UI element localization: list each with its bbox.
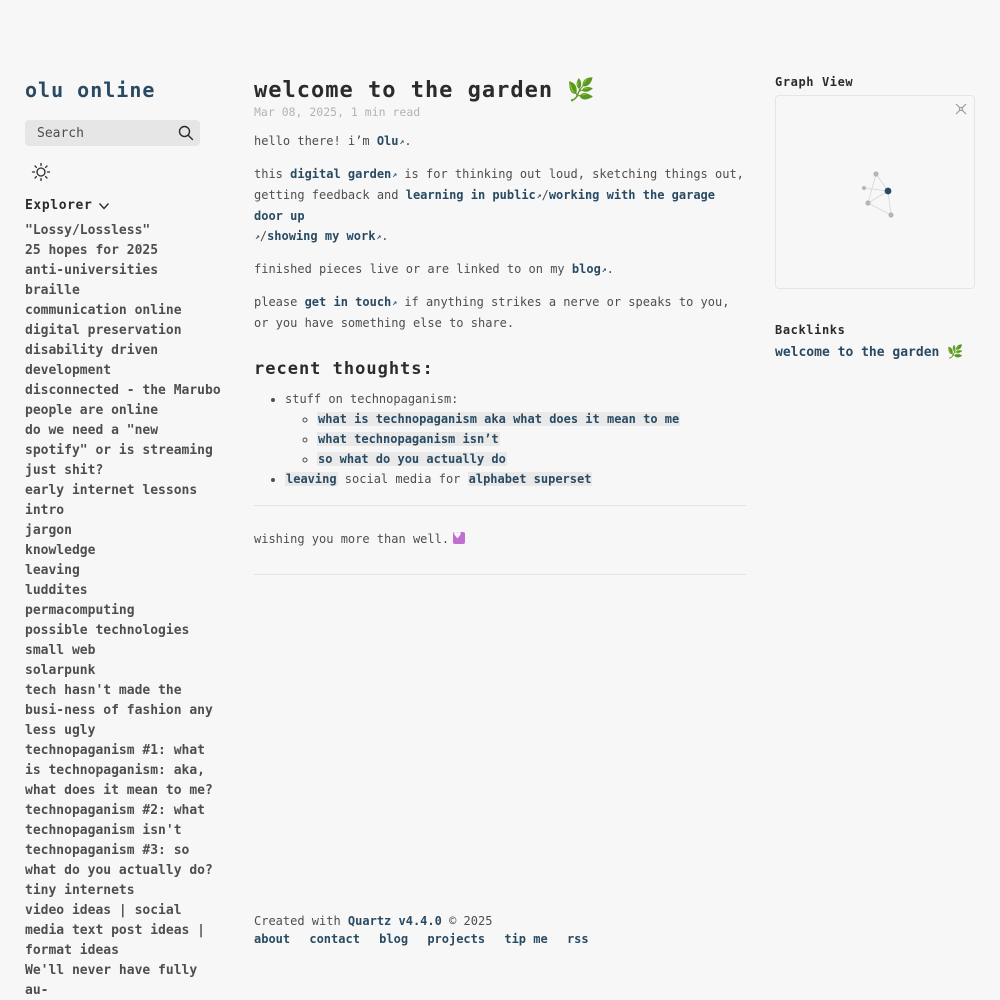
garden-paragraph [254, 164, 746, 247]
created-with [254, 912, 601, 930]
sun-icon [31, 162, 51, 182]
graph-node [888, 212, 893, 217]
backlink-item[interactable]: welcome to the garden 🌿 [775, 345, 964, 360]
intro-paragraph [254, 131, 746, 152]
explorer-item[interactable]: tech hasn't made the busi-ness of fashion any less ugly [25, 683, 213, 738]
text: . [606, 262, 614, 276]
blog-paragraph [254, 259, 746, 280]
explorer-item[interactable]: knowledge [25, 543, 96, 558]
footer [254, 912, 601, 948]
text: this [254, 167, 291, 181]
heart-icon [453, 532, 465, 544]
right-sidebar [775, 75, 975, 360]
search-button[interactable] [25, 120, 200, 146]
text: please [254, 295, 305, 309]
blog-link[interactable] [572, 262, 607, 276]
text: . [404, 134, 412, 148]
internal-link[interactable]: what is technopaganism aka what does it mean to me [318, 412, 680, 426]
explorer-item[interactable]: intro [25, 503, 65, 518]
list-item [317, 429, 746, 449]
graph-node [873, 171, 878, 176]
text: © 2025 [441, 914, 493, 928]
list-item [285, 389, 746, 469]
explorer-item[interactable]: permacomputing [25, 603, 135, 618]
explorer-item[interactable]: disconnected - the Marubo people are online [25, 383, 221, 418]
footer-links [254, 930, 601, 948]
explorer-list [25, 221, 225, 1000]
list-item [317, 449, 746, 469]
showing-my-work-link[interactable] [267, 229, 381, 243]
footer-link-tip-me[interactable]: tip me [504, 932, 548, 946]
external-link-icon: ↗ [255, 232, 260, 241]
explorer-item[interactable]: technopaganism #2: what technopaganism isn't [25, 803, 206, 838]
explorer-item[interactable]: disability driven development [25, 343, 159, 378]
theme-toggle-button[interactable] [31, 162, 53, 184]
graph-node-current [885, 188, 892, 195]
text: if anything strikes a nerve or speaks to you, or you have something else to share. [254, 295, 730, 330]
explorer-item[interactable]: braille [25, 283, 80, 298]
graph-canvas [776, 96, 974, 288]
explorer-item[interactable]: luddites [25, 583, 88, 598]
explorer-item[interactable]: leaving [25, 563, 80, 578]
link-text: showing my work [267, 229, 376, 243]
explorer-item[interactable]: early internet lessons [25, 483, 198, 498]
external-link-icon: ↗ [601, 265, 607, 274]
explorer-item[interactable]: do we need a "new spotify" or is streaming just shit? [25, 423, 213, 478]
text: wishing you more than well. [254, 532, 450, 546]
explorer-item[interactable]: solarpunk [25, 663, 96, 678]
link-text: digital garden [290, 167, 392, 181]
footer-link-blog[interactable]: blog [379, 932, 409, 946]
recent-thoughts-heading: recent thoughts: [254, 359, 434, 379]
page-meta: Mar 08, 2025, 1 min read [254, 105, 421, 119]
text: / [259, 229, 268, 243]
footer-link-projects[interactable]: projects [427, 932, 486, 946]
explorer-item[interactable]: technopaganism #1: what is technopaganism: aka, what does it mean to me? [25, 743, 213, 798]
text: hello there! i’m [254, 134, 377, 148]
contact-paragraph [254, 292, 746, 333]
explorer-item[interactable]: communication online [25, 303, 182, 318]
link-text: learning in public [405, 188, 536, 202]
page-title: welcome to the garden 🌿 [254, 78, 596, 103]
text: social media for [337, 472, 468, 486]
learning-in-public-link[interactable] [406, 188, 542, 202]
explorer-item[interactable]: video ideas | social media text post ideas | format ideas [25, 903, 206, 958]
explorer-item[interactable]: small web [25, 643, 96, 658]
footer-link-rss[interactable]: rss [566, 932, 589, 946]
digital-garden-link[interactable] [290, 167, 397, 181]
explorer-item[interactable]: technopaganism #3: so what do you actually do? [25, 843, 213, 878]
text: / [541, 188, 549, 202]
internal-link[interactable]: so what do you actually do [318, 452, 506, 466]
explorer-item[interactable]: We'll never have fully au- [25, 963, 198, 998]
link-text: blog [571, 262, 601, 276]
external-link-icon: ↗ [392, 298, 398, 307]
explorer-toggle[interactable] [25, 198, 225, 213]
divider [254, 505, 746, 506]
graph-node [865, 200, 870, 205]
footer-link-about[interactable]: about [254, 932, 291, 946]
text: is for thinking out loud, sketching things out, getting feedback and [254, 167, 744, 202]
signoff [254, 532, 746, 546]
external-link-icon: ↗ [392, 170, 398, 179]
explorer-item[interactable]: 25 hopes for 2025 [25, 243, 159, 258]
site-title[interactable]: olu online [25, 78, 156, 102]
explorer-item[interactable]: anti-universities [25, 263, 159, 278]
graph-view-title: Graph View [775, 75, 854, 89]
list-item [285, 469, 746, 489]
explorer-item[interactable]: possible technologies [25, 623, 190, 638]
text: . [381, 229, 389, 243]
search-icon [178, 125, 194, 141]
divider [254, 574, 746, 575]
sub-list [285, 409, 746, 469]
link-text: Olu [376, 134, 399, 148]
explorer-item[interactable]: jargon [25, 523, 72, 538]
graph-view[interactable] [775, 95, 975, 289]
explorer-item[interactable]: digital preservation [25, 323, 182, 338]
graph-node [862, 186, 866, 190]
external-link-icon: ↗ [376, 232, 382, 241]
olu-link[interactable] [377, 134, 405, 148]
explorer-item[interactable]: tiny internets [25, 883, 135, 898]
footer-link-contact[interactable]: contact [309, 932, 360, 946]
external-link-icon: ↗ [536, 191, 542, 200]
internal-link[interactable]: what technopaganism isn’t [318, 432, 499, 446]
left-sidebar [25, 72, 225, 1000]
alphabet-superset-link[interactable]: alphabet superset [468, 472, 592, 486]
text: finished pieces live or are linked to on my [254, 262, 572, 276]
explorer-title: Explorer [25, 198, 93, 213]
search-label: Search [37, 125, 84, 141]
text: Created with [254, 914, 348, 928]
link-text: working with the garage door up [254, 188, 715, 223]
leaving-link[interactable]: leaving [286, 472, 337, 486]
thoughts-list [254, 389, 746, 489]
chevron-down-icon [98, 201, 110, 211]
text: stuff on technopaganism: [285, 392, 459, 406]
backlinks-title: Backlinks [775, 323, 846, 337]
quartz-link[interactable]: Quartz v4.4.0 [347, 914, 442, 928]
link-text: get in touch [304, 295, 392, 309]
external-link-icon: ↗ [399, 137, 405, 146]
get-in-touch-link[interactable] [305, 295, 398, 309]
main-content [254, 72, 746, 575]
explorer-item[interactable]: "Lossy/Lossless" [25, 223, 151, 238]
list-item [317, 409, 746, 429]
